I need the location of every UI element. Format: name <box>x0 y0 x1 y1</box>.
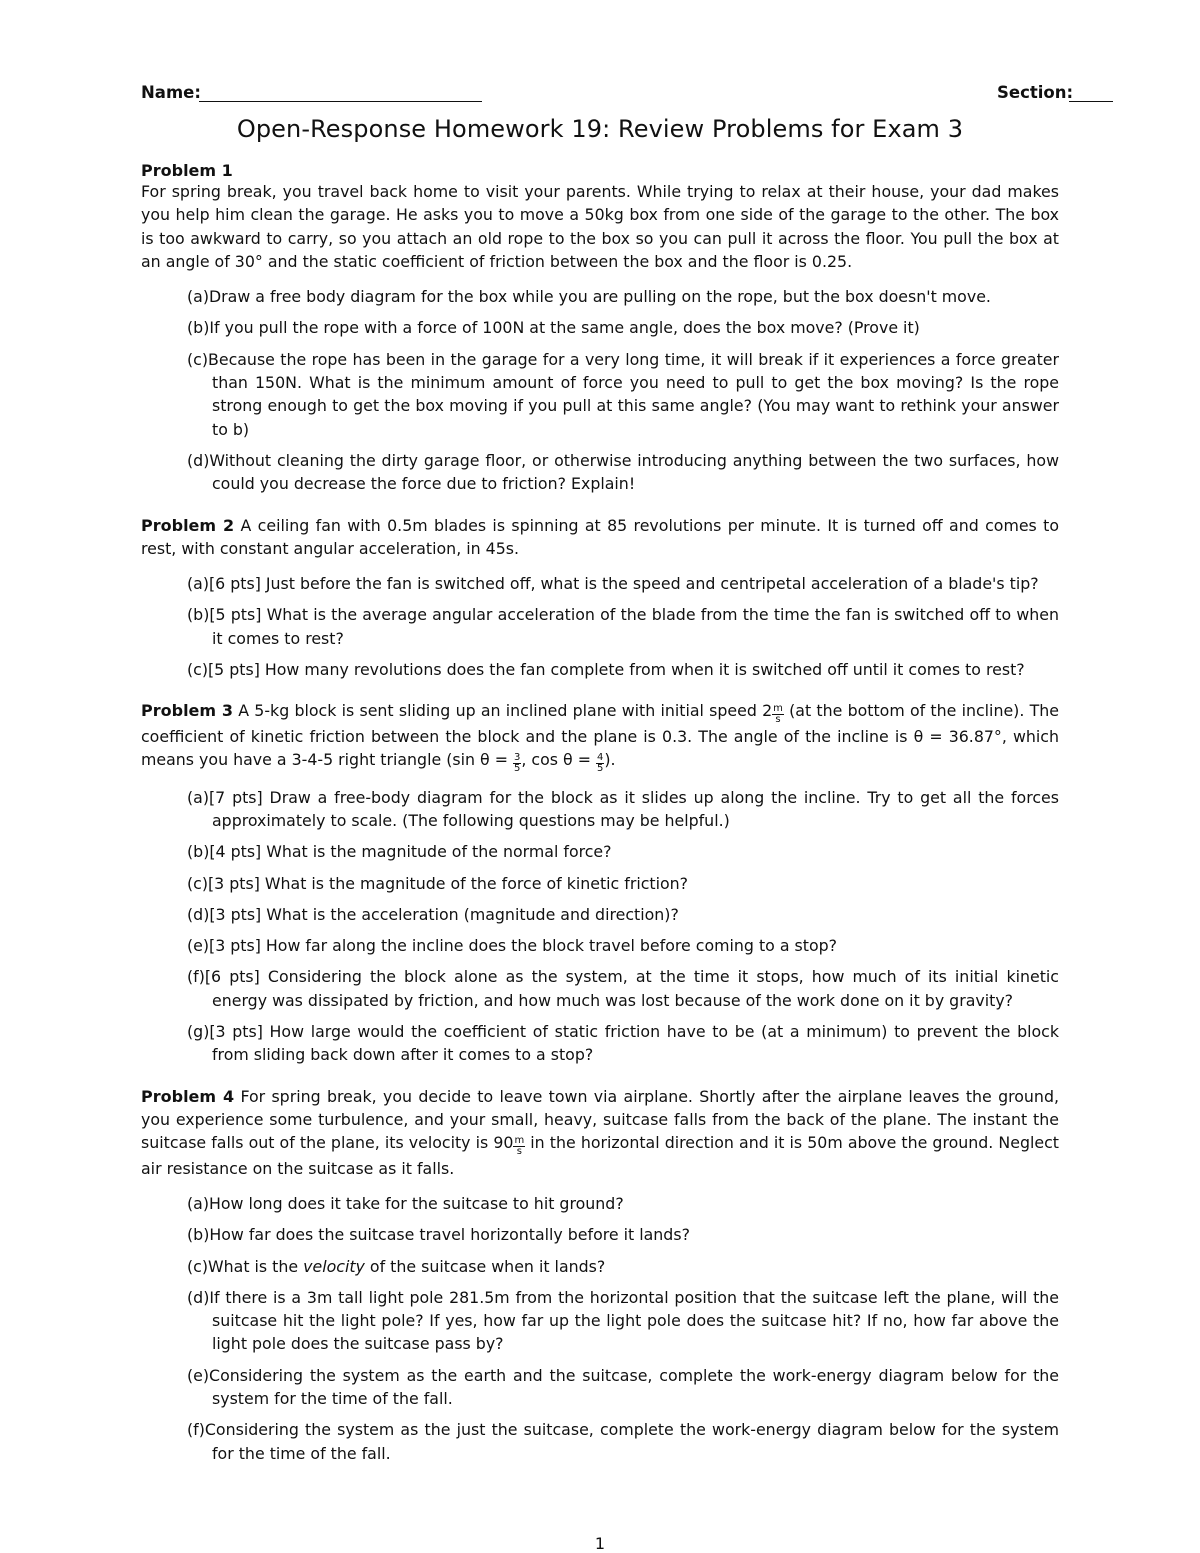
problem-1-parts <box>141 285 1059 495</box>
list-item: (b)If you pull the rope with a force of 100N at the same angle, does the box move? (Prove it) <box>187 318 920 338</box>
list-item: (f)[6 pts] Considering the block alone as the system, at the time it stops, how much of its initial kinetic energy was dissipated by friction, and how much was lost because of the work done on it by gravity? <box>187 967 1059 1010</box>
list-item: (d)If there is a 3m tall light pole 281.5m from the horizontal position that the suitcase left the plane, will the suitcase hit the light pole? If yes, how far up the light pole does the suitcase hit? If no, how far above the light pole does the suitcase pass by? <box>187 1287 1059 1354</box>
problem-4-heading: Problem 4 <box>141 1086 235 1106</box>
document-page <box>141 80 1074 1483</box>
section-blank <box>1069 101 1113 102</box>
problem-2 <box>141 514 1059 682</box>
problem-2-heading: Problem 2 <box>141 515 235 535</box>
problem-2-text: Problem 2 A ceiling fan with 0.5m blades is spinning at 85 revolutions per minute. It is turned off and comes to rest, with constant angular acceleration, in 45s. <box>141 515 1060 558</box>
name-label: Name: <box>141 83 201 102</box>
unit-fraction: $\frac{m}{s}$ <box>514 1134 525 1157</box>
cos-fraction: $\frac{4}{5}$ <box>596 751 604 774</box>
page-title: Open-Response Homework 19: Review Problems for Exam 3 <box>236 115 964 143</box>
list-item: (a)How long does it take for the suitcase to hit ground? <box>187 1194 624 1213</box>
section-label: Section: <box>997 83 1074 102</box>
problem-1-heading: Problem 1 <box>141 161 233 180</box>
list-item: (c)[3 pts] What is the magnitude of the force of kinetic friction? <box>187 873 689 893</box>
page-number: 1 <box>594 1534 606 1553</box>
problem-1-text: For spring break, you travel back home to visit your parents. While trying to relax at their house, your dad makes you help him clean the garage. He asks you to move a 50kg box from one side of the garage to the other. The box is too awkward to carry, so you attach an old rope to the box so you can pull it across the floor. You pull the box at an angle of 30° and the static coefficient of friction between the box and the floor is 0.25. <box>141 182 1059 271</box>
list-item: (a)[6 pts] Just before the fan is switched off, what is the speed and centripetal acceleration of a blade's tip? <box>187 574 1039 594</box>
list-item: (a)Draw a free body diagram for the box while you are pulling on the rope, but the box doesn't move. <box>187 287 991 307</box>
sin-fraction: $\frac{3}{5}$ <box>513 751 521 774</box>
list-item: (a)[7 pts] Draw a free-body diagram for the block as it slides up along the incline. Try to get all the forces approximately to scale. (The following questions may be helpful.) <box>187 787 1059 830</box>
list-item: (g)[3 pts] How large would the coefficient of static friction have to be (at a minimum) to prevent the block from sliding back down after it comes to a stop? <box>187 1022 1059 1065</box>
list-item: (c)[5 pts] How many revolutions does the fan complete from when it is switched off until it comes to rest? <box>187 660 1025 680</box>
problem-1 <box>141 161 1059 496</box>
list-item: (e)Considering the system as the earth and the suitcase, complete the work-energy diagram below for the system for the time of the fall. <box>187 1365 1059 1409</box>
list-item: (c)Because the rope has been in the garage for a very long time, it will break if it experiences a force greater than 150N. What is the minimum amount of force you need to pull to get the box moving? Is the rope strong enough to get the box moving if you pull at this same angle? (You may want to rethink your answer to b) <box>187 349 1059 439</box>
unit-fraction: $\frac{m}{s}$ <box>773 702 783 725</box>
problem-2-parts <box>141 572 1059 681</box>
name-blank <box>199 101 482 102</box>
list-item: (b)[4 pts] What is the magnitude of the normal force? <box>187 842 612 862</box>
header <box>141 80 1074 106</box>
problem-4-text: Problem 4 For spring break, you decide to leave town via airplane. Shortly after the airplane leaves the ground, you experience some turbulence, and your small, heavy, suitcase falls from the back of the plane. The instant the suitcase falls out of the plane, its velocity is 90 $\frac{m}{s}$ in the horizontal direction and it is 50m above the ground. Neglect air resistance on the suitcase as it falls. <box>141 1086 1059 1178</box>
list-item: (d)Without cleaning the dirty garage floor, or otherwise introducing anything between the two surfaces, how could you decrease the force due to friction? Explain! <box>187 450 1059 494</box>
problem-3-heading: Problem 3 <box>141 701 233 721</box>
list-item: (b)[5 pts] What is the average angular acceleration of the blade from the time the fan is switched off to when it comes to rest? <box>187 605 1059 648</box>
problem-3-parts <box>141 786 1059 1067</box>
list-item: (b)How far does the suitcase travel horizontally before it lands? <box>187 1225 690 1245</box>
list-item: (e)[3 pts] How far along the incline does the block travel before coming to a stop? <box>187 936 838 956</box>
list-item: (f)Considering the system as the just the suitcase, complete the work-energy diagram below for the system for the time of the fall. <box>187 1420 1059 1463</box>
problem-3-text: Problem 3 A 5-kg block is sent sliding up an inclined plane with initial speed 2 $\frac{m}{s}$ (at the bottom of the incline). The coefficient of kinetic friction between the block and the plane is 0.3. The angle of the incline is θ = 36.87°, which means you have a 3-4-5 right triangle (sin θ = $\frac{3}{5}$ , cos θ = $\frac{4}{5}$ ). <box>141 701 1059 774</box>
list-item: (c)What is the velocity of the suitcase when it lands? <box>187 1256 606 1276</box>
problem-3 <box>141 699 1059 1066</box>
problem-4-parts <box>141 1192 1059 1465</box>
list-item: (d)[3 pts] What is the acceleration (magnitude and direction)? <box>187 904 679 924</box>
problem-4 <box>141 1085 1059 1465</box>
